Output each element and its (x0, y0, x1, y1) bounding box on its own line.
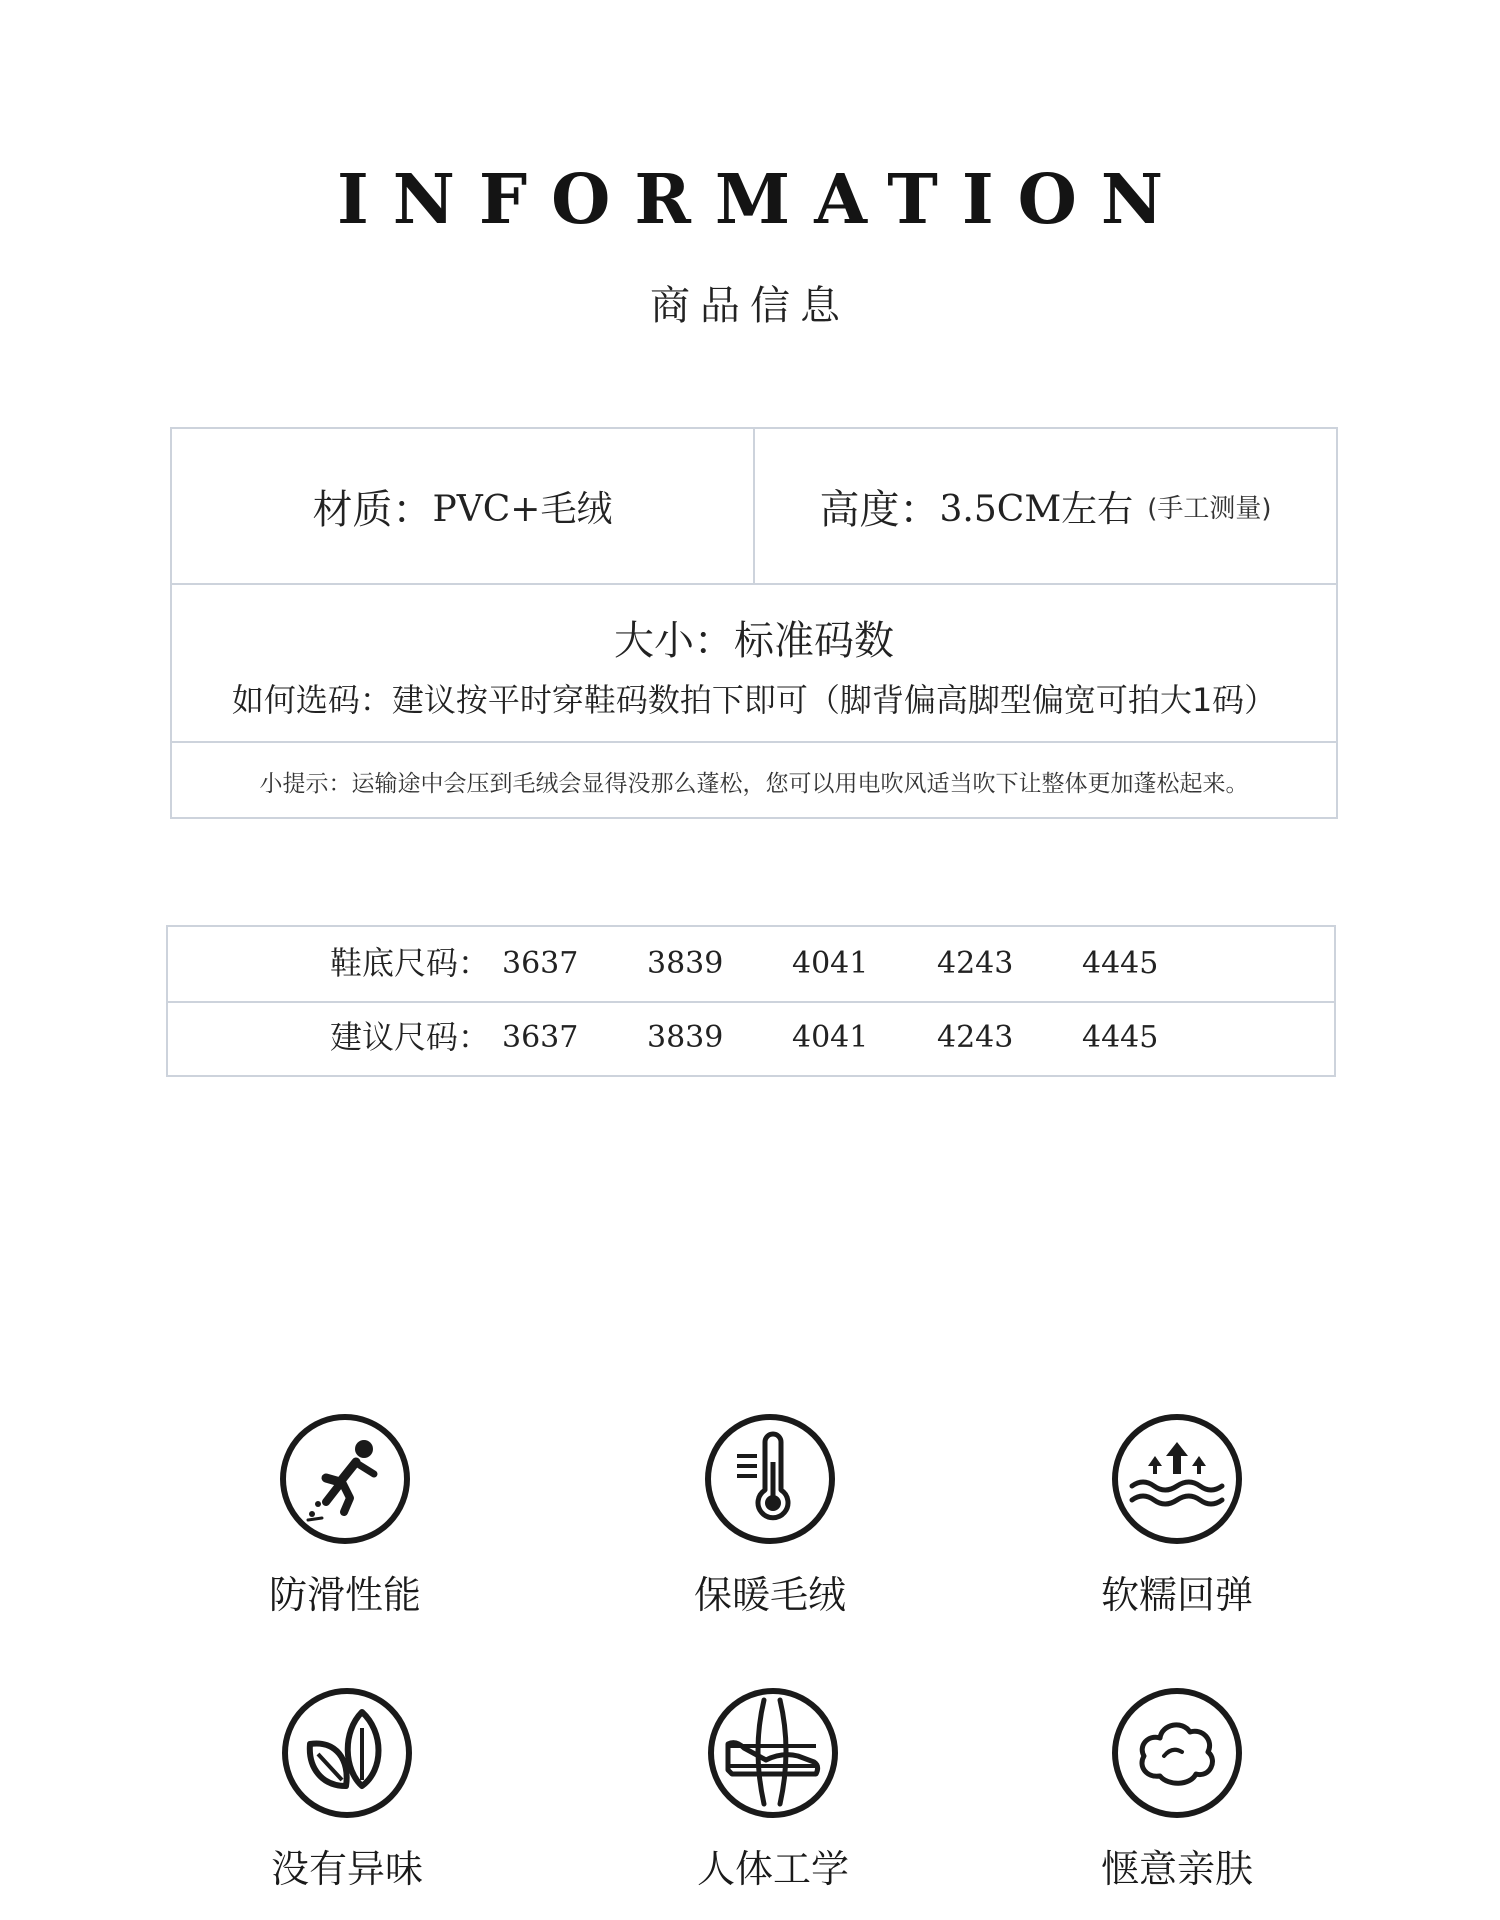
feature-label: 防滑性能 (268, 1573, 421, 1617)
size-value: 4445 (1082, 1020, 1159, 1055)
size-value: 3839 (647, 1020, 724, 1055)
height-note: (手工测量) (1147, 493, 1272, 524)
feature-anti-slip (195, 1412, 495, 1620)
size-chart (166, 925, 1336, 1077)
feature-label: 软糯回弹 (1100, 1573, 1253, 1617)
size-value: 4445 (1082, 946, 1159, 981)
feature-soft-rebound (1027, 1412, 1327, 1620)
feature-label: 没有异味 (270, 1847, 423, 1891)
size-value: 4243 (937, 946, 1014, 981)
tip-text: 小提示：运输途中会压到毛绒会显得没那么蓬松，您可以用电吹风适当吹下让整体更加蓬松起来。 (259, 770, 1249, 797)
size-value: 3637 (502, 946, 579, 981)
size-row-recommended (168, 1001, 1334, 1075)
size-value: 4041 (792, 1020, 869, 1055)
cloud-icon (1110, 1686, 1244, 1820)
feature-ergonomic (623, 1686, 923, 1894)
feature-label: 人体工学 (696, 1847, 849, 1891)
anti-slip-icon (278, 1412, 412, 1546)
material-label: 材质： (312, 486, 433, 533)
leaf-icon (280, 1686, 414, 1820)
feature-no-odor (197, 1686, 497, 1894)
height-label: 高度： (819, 486, 940, 533)
size-row-label: 鞋底尺码： (330, 944, 491, 982)
size-advice: 如何选码：建议按平时穿鞋码数拍下即可（脚背偏高脚型偏宽可拍大1码） (231, 681, 1277, 719)
product-info-table (170, 427, 1338, 819)
size-value: 4243 (937, 1020, 1014, 1055)
height-cell (755, 429, 1336, 583)
info-row-tip (172, 743, 1336, 819)
thermometer-icon (703, 1412, 837, 1546)
feature-skin-friendly (1027, 1686, 1327, 1894)
size-value: 3637 (502, 1020, 579, 1055)
rebound-icon (1110, 1412, 1244, 1546)
size-row-label: 建议尺码： (330, 1018, 491, 1056)
feature-warm-plush (620, 1412, 920, 1620)
size-title: 大小：标准码数 (614, 618, 894, 664)
feature-label: 惬意亲肤 (1100, 1847, 1253, 1891)
info-row-size (172, 585, 1336, 743)
size-row-sole (168, 927, 1334, 1003)
material-cell (172, 429, 755, 583)
size-value: 4041 (792, 946, 869, 981)
size-value: 3839 (647, 946, 724, 981)
feature-label: 保暖毛绒 (693, 1573, 846, 1617)
height-value: 3.5CM左右 (939, 488, 1134, 530)
material-value: PVC+毛绒 (432, 488, 613, 530)
page-title: INFORMATION (336, 160, 1188, 240)
info-row-material-height (172, 429, 1336, 585)
ergonomic-shoe-icon (706, 1686, 840, 1820)
page-subtitle: 商品信息 (650, 283, 850, 329)
table-divider (166, 1075, 1336, 1077)
